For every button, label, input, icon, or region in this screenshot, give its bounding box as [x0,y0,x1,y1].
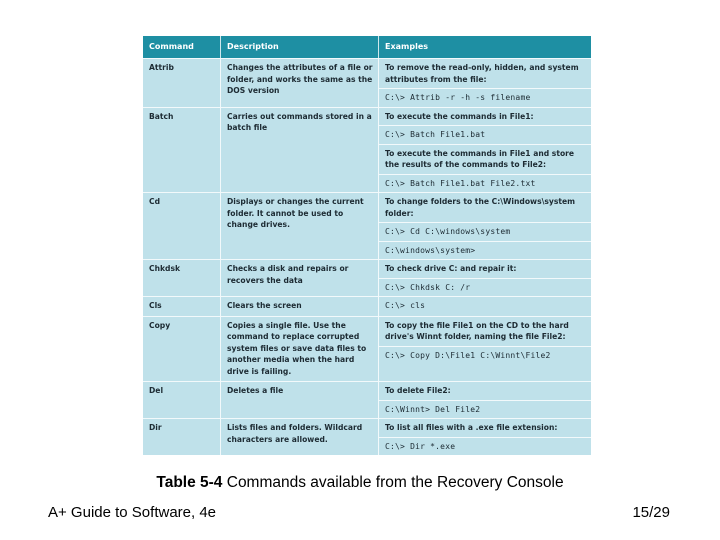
table-caption [0,474,720,492]
header-examples: Examples [379,36,591,58]
command-cell: Batch [143,107,221,193]
commands-table [143,36,591,455]
command-cell: Del [143,381,221,418]
description-cell: Deletes a file [221,381,379,418]
examples-cell [379,58,591,107]
table-row [143,107,591,193]
example-command: C:\windows\system> [379,241,591,260]
example-text: To check drive C: and repair it: [385,264,517,273]
examples-cell [379,316,591,382]
description-cell: Displays or changes the current folder. It cannot be used to change drives. [221,192,379,259]
command-cell: Chkdsk [143,259,221,296]
description-cell: Checks a disk and repairs or recovers the data [221,259,379,296]
examples-cell [379,296,591,316]
table-header-row [143,36,591,58]
examples-cell [379,418,591,455]
example-text: To execute the commands in File1 and store the results of the commands to File2: [379,144,591,174]
examples-cell [379,381,591,418]
table-row [143,58,591,107]
example-command: C:\> Attrib -r -h -s filename [379,88,591,107]
description-cell: Lists files and folders. Wildcard characters are allowed. [221,418,379,455]
examples-cell [379,192,591,259]
example-command: C:\> Copy D:\File1 C:\Winnt\File2 [379,346,591,365]
command-cell: Cd [143,192,221,259]
example-text: To change folders to the C:\Windows\system folder: [385,197,576,218]
footer-page-number: 15/29 [632,504,670,521]
table-row [143,192,591,259]
table-row [143,259,591,296]
footer-book-title: A+ Guide to Software, 4e [48,504,217,521]
description-cell: Changes the attributes of a file or folder, and works the same as the DOS version [221,58,379,107]
example-text: To list all files with a .exe file extension: [385,423,558,432]
example-command: C:\> cls [385,301,426,310]
example-text: To remove the read-only, hidden, and system attributes from the file: [385,63,579,84]
caption-text: Commands available from the Recovery Console [222,474,564,491]
header-description: Description [221,36,379,58]
description-cell: Carries out commands stored in a batch file [221,107,379,193]
example-command: C:\Winnt> Del File2 [379,400,591,419]
header-command: Command [143,36,221,58]
example-command: C:\> Cd C:\windows\system [379,222,591,241]
examples-cell [379,107,591,193]
commands-table-image [143,36,591,457]
description-cell: Clears the screen [221,296,379,316]
command-cell: Dir [143,418,221,455]
caption-label: Table 5-4 [156,474,223,491]
example-command: C:\> Batch File1.bat File2.txt [379,174,591,193]
examples-cell [379,259,591,296]
table-row [143,418,591,455]
command-cell: Copy [143,316,221,382]
example-command: C:\> Batch File1.bat [379,125,591,144]
table-body [143,58,591,455]
example-text: To delete File2: [385,386,451,395]
table-row [143,296,591,316]
table-row [143,381,591,418]
example-command: C:\> Chkdsk C: /r [379,278,591,297]
example-command: C:\> Dir *.exe [379,437,591,456]
table-row [143,316,591,382]
example-text: To execute the commands in File1: [385,111,534,121]
description-cell: Copies a single file. Use the command to replace corrupted system files or save data files to another media when the hard drive is failing. [221,316,379,382]
command-cell: Cls [143,296,221,316]
command-cell: Attrib [143,58,221,107]
example-text: To copy the file File1 on the CD to the hard drive's Winnt folder, naming the file File2: [385,320,569,341]
